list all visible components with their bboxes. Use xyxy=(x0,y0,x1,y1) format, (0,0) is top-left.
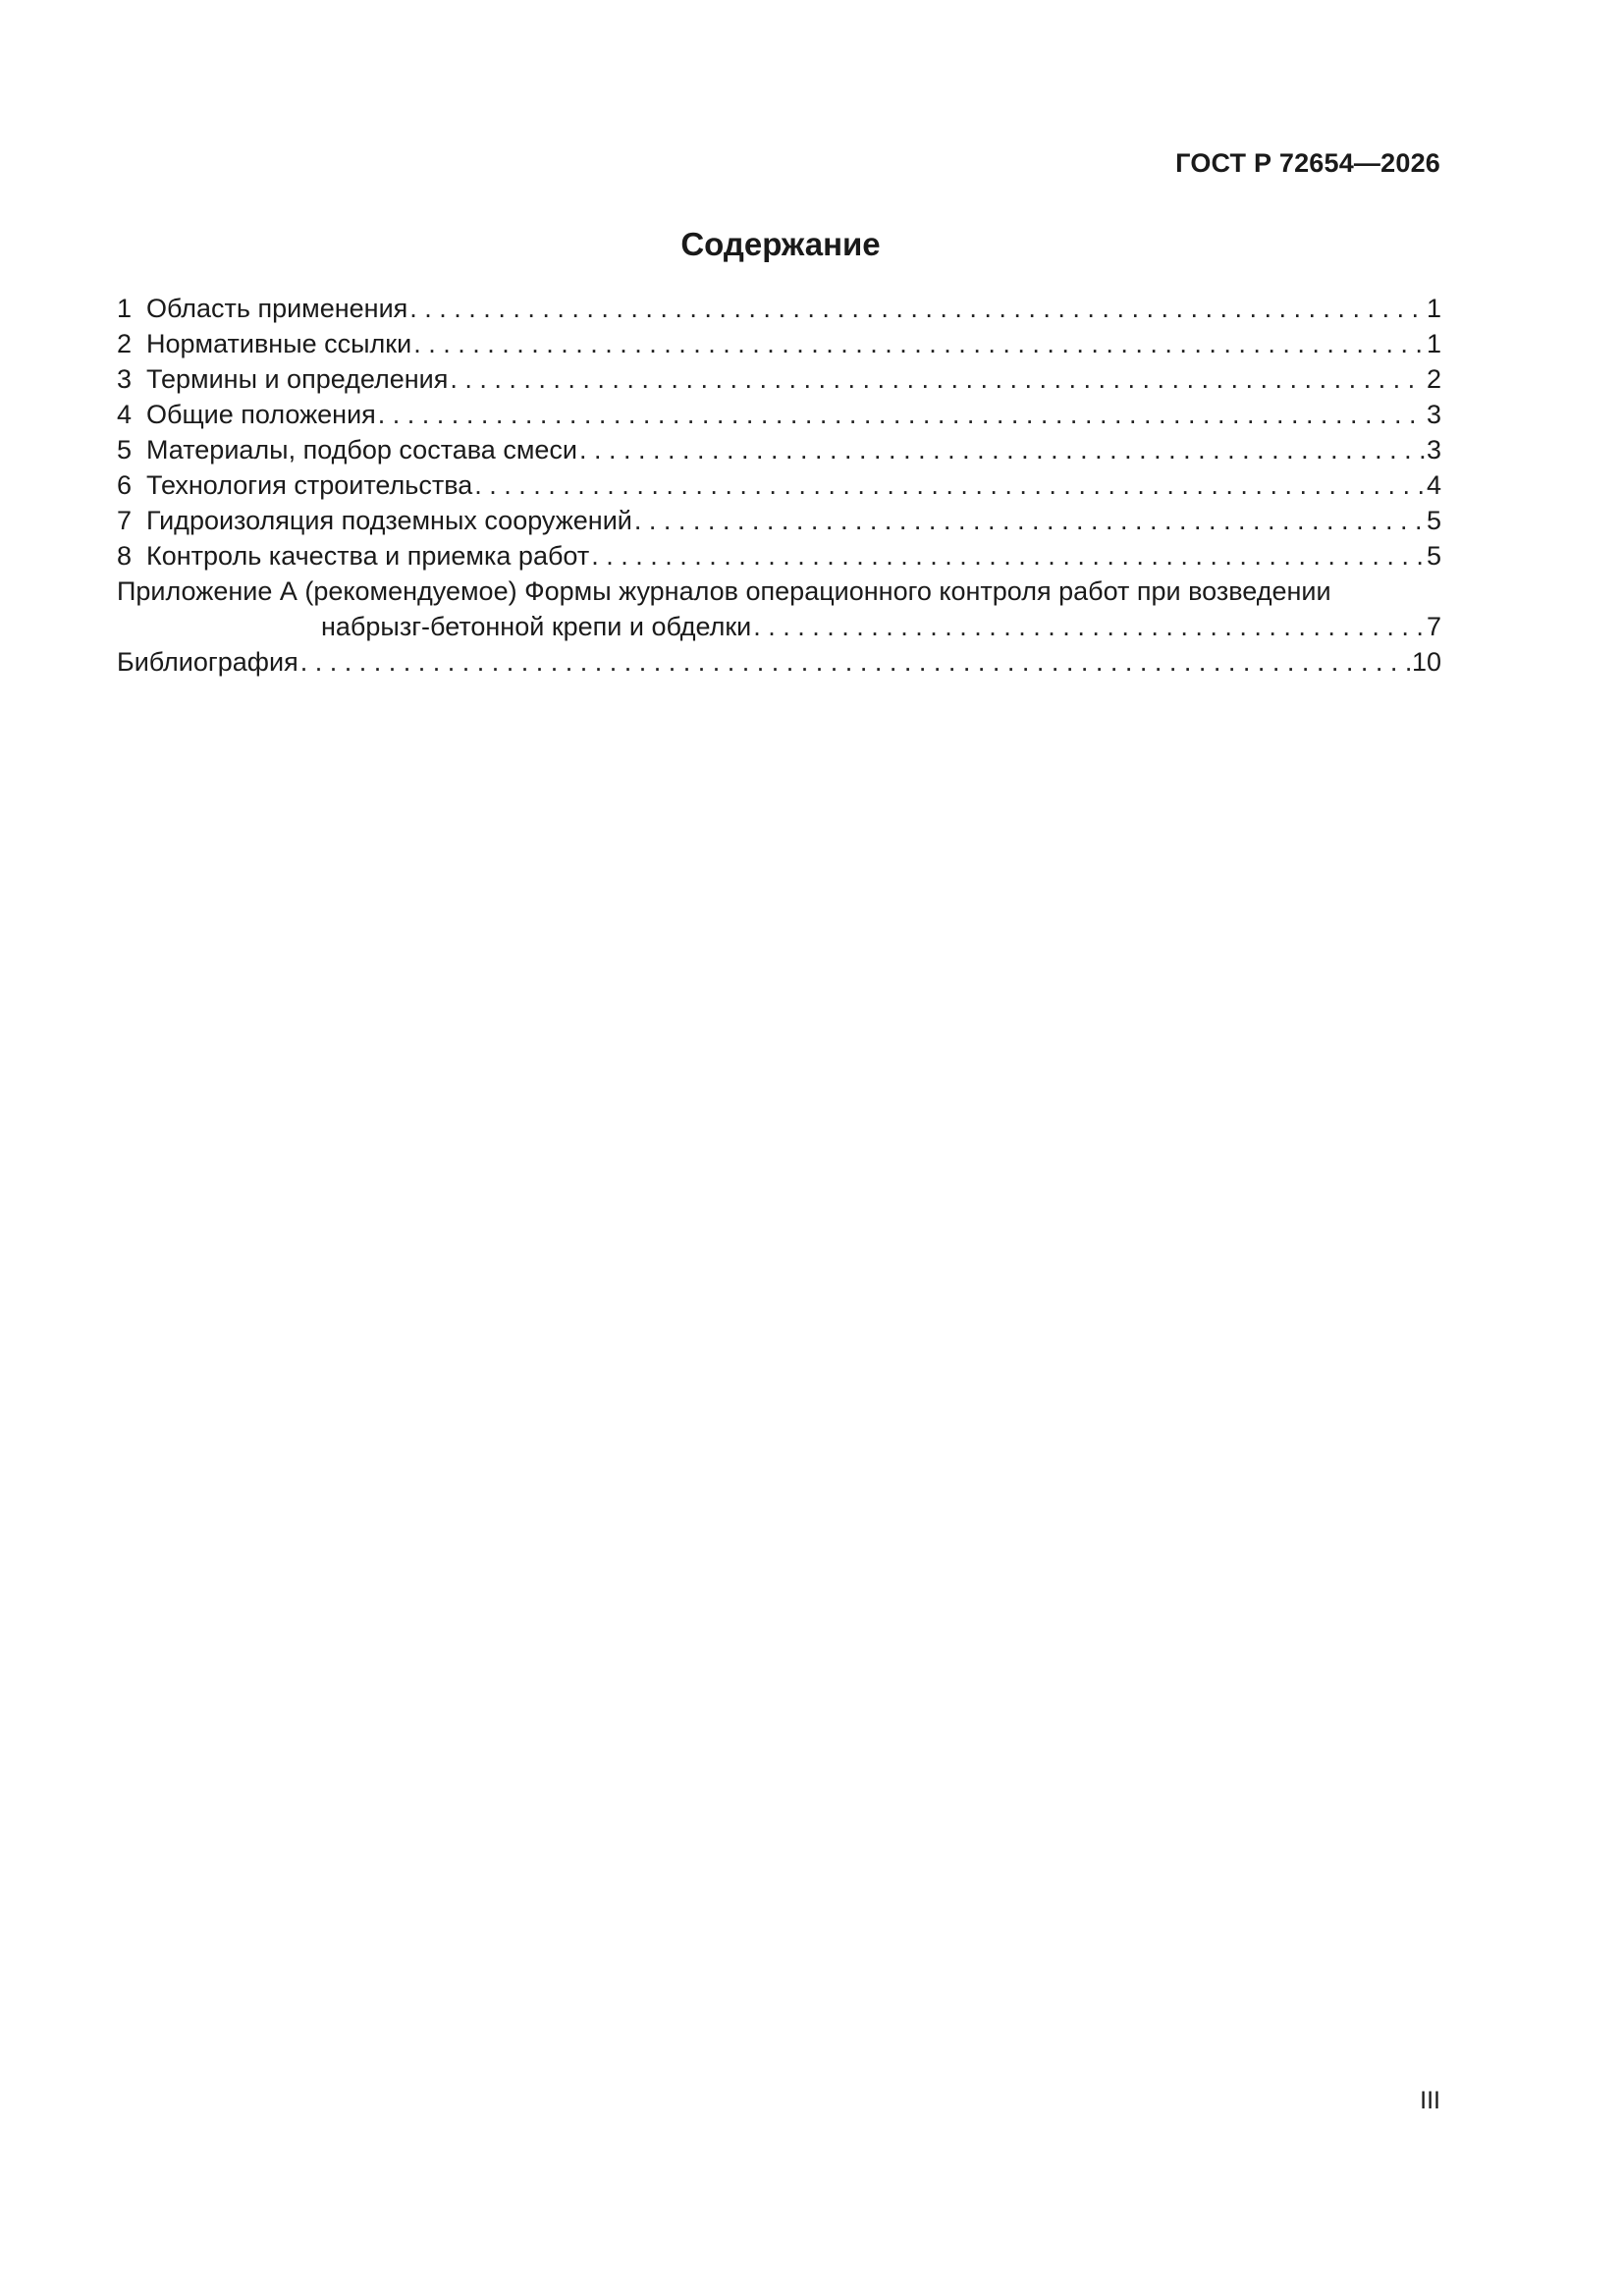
toc-item-number: 5 xyxy=(117,435,133,465)
page-number: III xyxy=(1420,2087,1440,2114)
toc-appendix-continuation xyxy=(117,609,1441,644)
toc-leader-dots xyxy=(579,432,1425,467)
toc-item-number: 6 xyxy=(117,470,133,500)
toc-leader-dots xyxy=(378,397,1425,432)
toc-item[interactable] xyxy=(117,538,1441,574)
toc-item-label: Технология строительства xyxy=(146,470,473,500)
toc-item[interactable] xyxy=(117,291,1441,326)
toc-item-label: Область применения xyxy=(146,294,408,323)
toc-item[interactable] xyxy=(117,326,1441,361)
toc-leader-dots xyxy=(474,467,1425,503)
toc-appendix-entry[interactable] xyxy=(117,574,1441,644)
toc-item-label: Материалы, подбор состава смеси xyxy=(146,435,577,465)
toc-leader-dots xyxy=(450,361,1425,397)
toc-item-page: 5 xyxy=(1426,541,1441,571)
toc-leader-dots xyxy=(753,609,1425,644)
toc-item-number: 7 xyxy=(117,506,133,535)
toc-item-page: 4 xyxy=(1426,470,1441,500)
toc-item-page: 3 xyxy=(1426,400,1441,429)
toc-leader-dots xyxy=(409,291,1425,326)
toc-item-label: Нормативные ссылки xyxy=(146,329,412,358)
toc-item[interactable] xyxy=(117,361,1441,397)
toc-item-label: Контроль качества и приемка работ xyxy=(146,541,590,571)
toc-leader-dots xyxy=(413,326,1425,361)
toc-item-number: 2 xyxy=(117,329,133,358)
toc-appendix-page: 7 xyxy=(1426,612,1441,641)
toc-item-number: 4 xyxy=(117,400,133,429)
toc-bibliography-label: Библиография xyxy=(117,647,298,677)
table-of-contents xyxy=(117,291,1441,680)
toc-appendix-title: Приложение А (рекомендуемое) Формы журналов операционного контроля работ при возведении xyxy=(117,576,1331,606)
toc-item-number: 1 xyxy=(117,294,133,323)
toc-leader-dots xyxy=(591,538,1425,574)
toc-item[interactable] xyxy=(117,397,1441,432)
toc-title: Содержание xyxy=(680,226,881,262)
toc-leader-dots xyxy=(634,503,1425,538)
toc-appendix-label: набрызг-бетонной крепи и обделки xyxy=(321,612,752,641)
toc-item[interactable] xyxy=(117,432,1441,467)
toc-bibliography-page: 10 xyxy=(1411,647,1441,677)
toc-item-number: 3 xyxy=(117,364,133,394)
toc-item-page: 2 xyxy=(1426,364,1441,394)
toc-bibliography-entry[interactable] xyxy=(117,644,1441,680)
toc-item[interactable] xyxy=(117,467,1441,503)
toc-item-label: Общие положения xyxy=(146,400,376,429)
toc-item-number: 8 xyxy=(117,541,133,571)
toc-item-page: 1 xyxy=(1426,294,1441,323)
toc-item-page: 3 xyxy=(1426,435,1441,465)
toc-item[interactable] xyxy=(117,503,1441,538)
document-code: ГОСТ Р 72654—2026 xyxy=(1175,148,1440,178)
toc-item-label: Гидроизоляция подземных сооружений xyxy=(146,506,632,535)
toc-item-page: 5 xyxy=(1426,506,1441,535)
toc-item-label: Термины и определения xyxy=(146,364,449,394)
toc-item-page: 1 xyxy=(1426,329,1441,358)
toc-leader-dots xyxy=(300,644,1410,680)
